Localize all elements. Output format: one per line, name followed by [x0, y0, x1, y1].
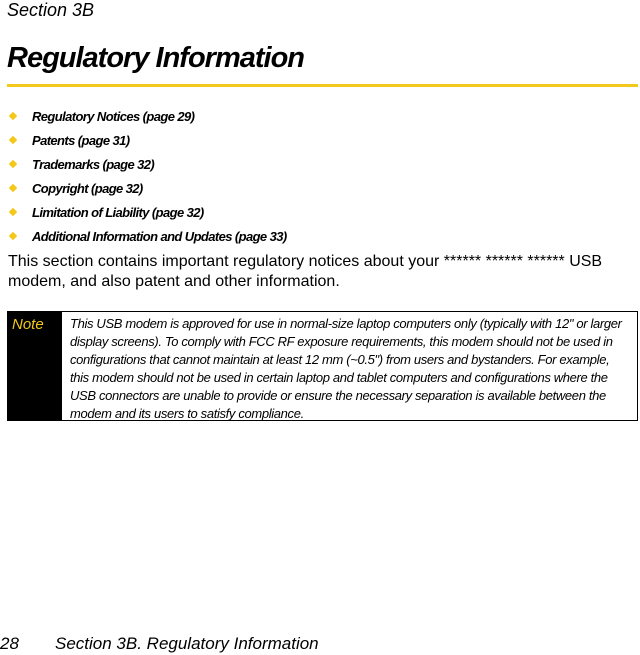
toc-item-label[interactable]: Patents (page 31) [32, 132, 130, 148]
note-label-cell [8, 312, 62, 420]
toc-item-label[interactable]: Additional Information and Updates (page 33) [32, 228, 287, 244]
page-number: 28 [0, 634, 19, 653]
toc-item-trademarks[interactable] [9, 152, 287, 176]
toc-item-label[interactable]: Trademarks (page 32) [32, 156, 155, 172]
diamond-bullet-icon [9, 136, 17, 144]
toc-item-regulatory-notices[interactable] [9, 104, 287, 128]
footer-section-title: Section 3B. Regulatory Information [55, 634, 319, 653]
section-label: Section 3B [7, 0, 95, 20]
note-box [7, 311, 638, 421]
diamond-bullet-icon [9, 232, 17, 240]
diamond-bullet-icon [9, 184, 17, 192]
toc-item-additional-information[interactable] [9, 224, 287, 248]
toc-item-label[interactable]: Copyright (page 32) [32, 180, 143, 196]
diamond-bullet-icon [9, 160, 17, 168]
toc-item-label[interactable]: Regulatory Notices (page 29) [32, 108, 195, 124]
toc-item-copyright[interactable] [9, 176, 287, 200]
toc-item-limitation-of-liability[interactable] [9, 200, 287, 224]
intro-paragraph: This section contains important regulatory notices about your ****** ****** ****** USB modem, and also patent and other information. [8, 253, 603, 290]
title-divider [7, 84, 638, 87]
toc-item-patents[interactable] [9, 128, 287, 152]
diamond-bullet-icon [9, 112, 17, 120]
note-text: This USB modem is approved for use in normal-size laptop computers only (typically with 12" or larger display screens). To comply with FCC RF exposure requirements, this modem should not be used in configurations that cannot maintain at least 12 mm (~0.5") from users and bystanders. For example, this modem should not be used in certain laptop and tablet computers and configurations where the USB connectors are unable to provide or ensure the necessary separation is available between the modem and its users to satisfy compliance. [70, 316, 622, 421]
note-label: Note [12, 316, 44, 333]
toc-list [9, 104, 287, 248]
toc-item-label[interactable]: Limitation of Liability (page 32) [32, 204, 204, 220]
diamond-bullet-icon [9, 208, 17, 216]
page-title: Regulatory Information [7, 42, 305, 74]
page-footer [0, 634, 319, 654]
